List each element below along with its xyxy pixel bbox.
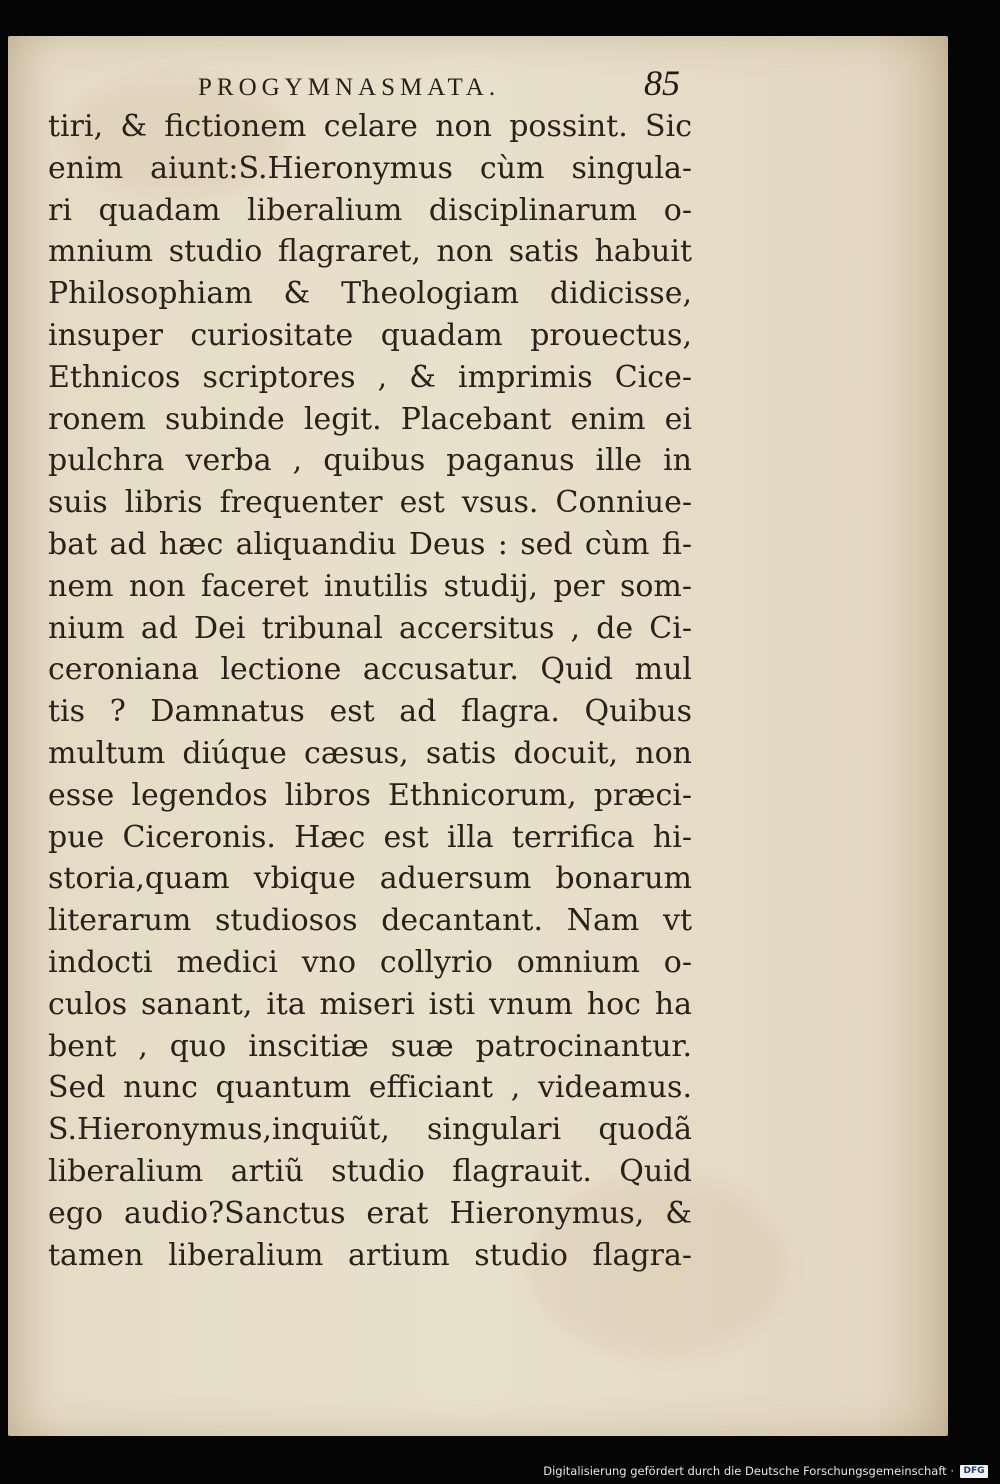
text-line: tis ? Damnatus est ad flagra. Quibus — [48, 694, 692, 730]
text-line: literarum studiosos decantant. Nam vt — [48, 903, 692, 939]
text-line: insuper curiositate quadam prouectus, — [48, 317, 692, 353]
text-line: pue Ciceronis. Hæc est illa terrifica hi- — [48, 819, 692, 855]
text-line: Sed nunc quantum efficiant , videamus. — [48, 1070, 692, 1106]
text-line: indocti medici vno collyrio omnium o- — [48, 944, 692, 980]
text-line: suis libris frequenter est vsus. Conniue- — [48, 485, 692, 521]
body-text — [48, 106, 692, 1276]
dfg-logo: DFG — [960, 1465, 988, 1478]
text-line: pulchra verba , quibus paganus ille in — [48, 443, 692, 479]
text-line: nium ad Dei tribunal accersitus , de Ci- — [48, 610, 692, 646]
text-line: nem non faceret inutilis studij, per som- — [48, 568, 692, 604]
text-line: ceroniana lectione accusatur. Quid mul — [48, 652, 692, 688]
text-line: ronem subinde legit. Placebant enim ei — [48, 401, 692, 437]
running-head: PROGYMNASMATA. — [198, 74, 501, 101]
text-line: bat ad hæc aliquandiu Deus : sed cùm fi- — [48, 526, 692, 562]
text-line: multum diúque cæsus, satis docuit, non — [48, 735, 692, 771]
page-number: 85 — [644, 63, 680, 103]
text-line: tamen liberalium artium studio flagra- — [48, 1237, 692, 1273]
text-line: storia,quam vbique aduersum bonarum — [48, 861, 692, 897]
text-line: Philosophiam & Theologiam didicisse, — [48, 276, 692, 312]
text-line: ri quadam liberalium disciplinarum o- — [48, 192, 692, 228]
text-line: tiri, & fictionem celare non possint. Sic — [48, 109, 692, 144]
funding-credit-text: Digitalisierung gefördert durch die Deutsche Forschungsgemeinschaft · — [543, 1464, 954, 1478]
text-line: bent , quo inscitiæ suæ patrocinantur. — [48, 1028, 692, 1064]
text-line: enim aiunt:S.Hieronymus cùm singula- — [48, 150, 692, 186]
text-line: culos sanant, ita miseri isti vnum hoc ha — [48, 986, 692, 1022]
text-line: Ethnicos scriptores , & imprimis Cice- — [48, 359, 692, 395]
text-line: ego audio?Sanctus erat Hieronymus, & — [48, 1195, 692, 1231]
footer-credit — [543, 1464, 988, 1478]
text-line: esse legendos libros Ethnicorum, præci- — [48, 777, 692, 813]
text-line: S.Hieronymus,inquiũt, singulari quodã — [48, 1112, 692, 1148]
text-line: mnium studio flagraret, non satis habuit — [48, 234, 692, 270]
text-line: liberalium artiũ studio flagrauit. Quid — [48, 1153, 692, 1189]
